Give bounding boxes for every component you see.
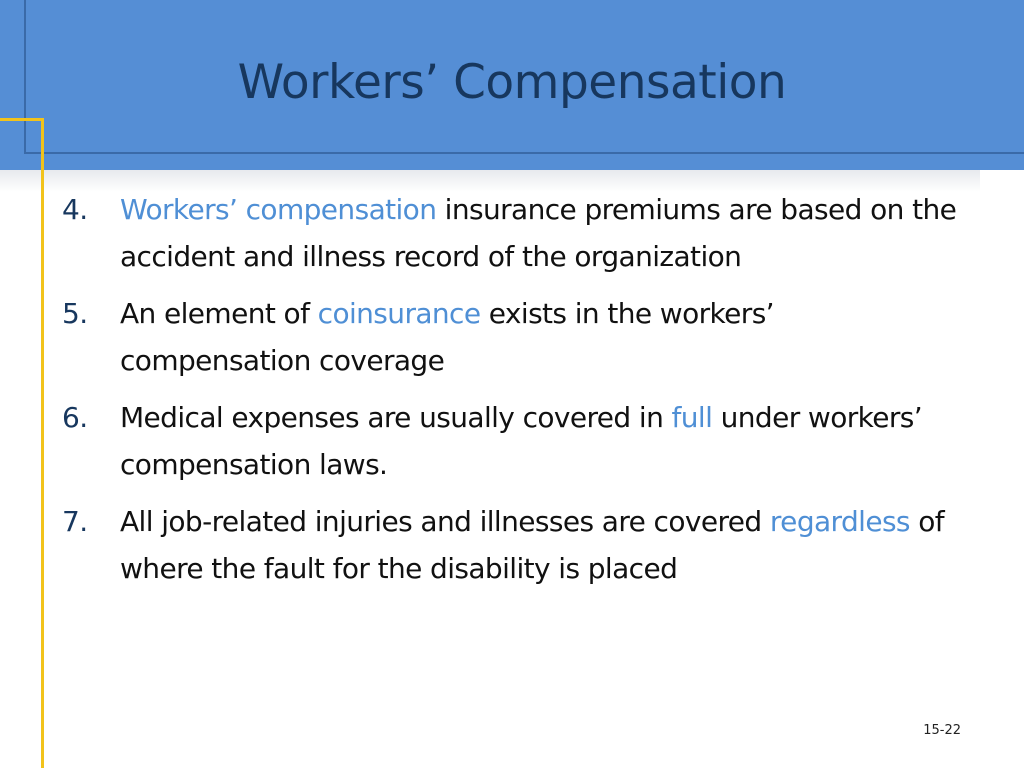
list-text: under workers’ compensation laws. <box>120 401 923 481</box>
highlight-term: coinsurance <box>317 297 481 330</box>
list-number: 6. <box>62 401 88 434</box>
frame-line-horizontal <box>24 152 1024 154</box>
highlight-term: Workers’ compensation <box>120 193 437 226</box>
list-number: 7. <box>62 505 88 538</box>
highlight-term: full <box>671 401 713 434</box>
list-text: insurance premiums are based on the accident and illness record of the organization <box>120 193 957 273</box>
highlight-term: regardless <box>769 505 910 538</box>
list-item-6 <box>62 394 962 488</box>
list-text: All job-related injuries and illnesses are covered <box>120 505 770 538</box>
list-item-5 <box>62 290 962 384</box>
gold-accent-horizontal <box>0 118 44 121</box>
list-number: 4. <box>62 193 88 226</box>
list-text: of where the fault for the disability is placed <box>120 505 945 585</box>
gold-accent-vertical <box>41 118 44 768</box>
page-number: 15-22 <box>923 723 961 738</box>
list-number: 5. <box>62 297 88 330</box>
slide-title: Workers’ Compensation <box>237 55 787 110</box>
list-item-7 <box>62 498 962 592</box>
list-text: Medical expenses are usually covered in <box>120 401 672 434</box>
list-item-4 <box>62 186 962 280</box>
numbered-list <box>62 186 962 602</box>
list-text: exists in the workers’ compensation coverage <box>120 297 774 377</box>
list-text: An element of <box>120 297 318 330</box>
